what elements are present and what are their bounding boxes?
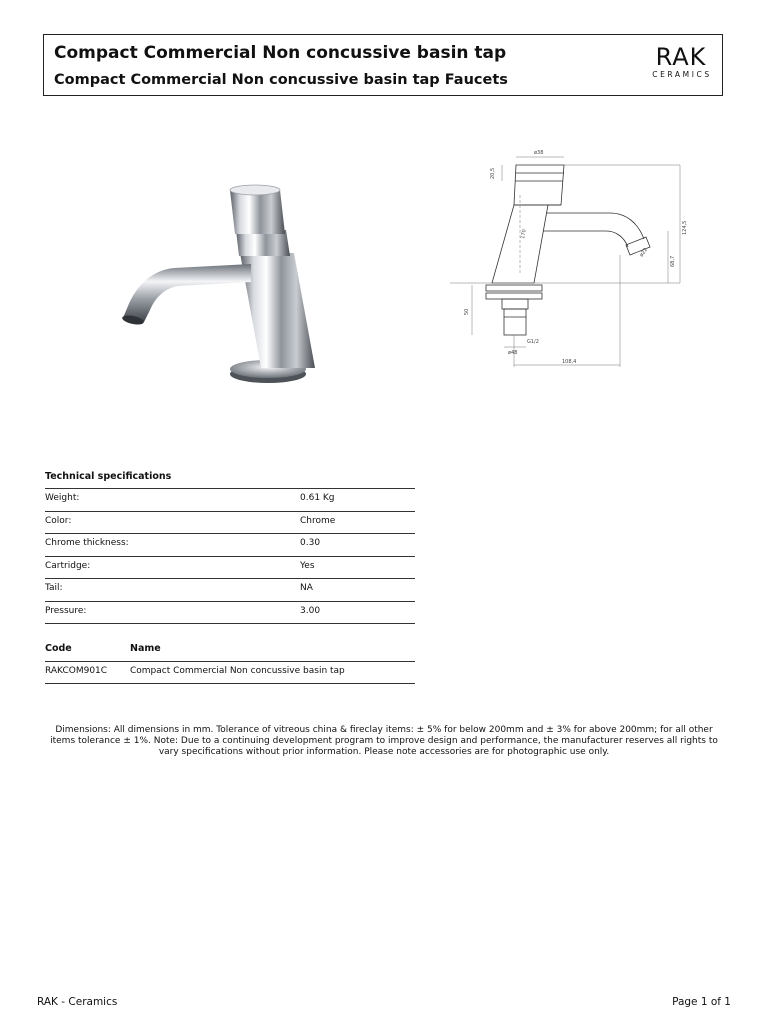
dim-spout-offset: ø22	[638, 246, 650, 259]
specs-title: Technical specifications	[45, 471, 172, 482]
product-code: RAKCOM901C	[45, 666, 108, 676]
rak-logo	[646, 44, 716, 80]
spec-row	[45, 578, 415, 601]
table-row	[45, 661, 415, 684]
dim-base-width: ø48	[508, 350, 518, 356]
spec-value: Yes	[300, 560, 315, 571]
footer-page-number: Page 1 of 1	[672, 996, 731, 1008]
page-subtitle: Compact Commercial Non concussive basin tap Faucets	[54, 72, 508, 88]
dim-body-height: 170	[520, 228, 528, 240]
code-table-header	[45, 643, 415, 662]
spec-value: 3.00	[300, 605, 321, 616]
dim-thread: G1/2	[527, 339, 539, 345]
code-column-header: Code	[45, 643, 72, 654]
spec-label: Weight:	[45, 493, 80, 503]
spec-row	[45, 488, 415, 511]
dim-spout-height: 68,7	[670, 255, 676, 267]
logo-word: RAK	[655, 43, 707, 71]
spec-label: Chrome thickness:	[45, 538, 129, 549]
spec-label: Cartridge:	[45, 560, 91, 571]
technical-drawing	[430, 135, 720, 375]
spec-row	[45, 601, 415, 624]
name-column-header: Name	[130, 643, 161, 654]
header-box	[43, 34, 723, 96]
logo-sub: CERAMICS	[652, 70, 712, 79]
spec-row	[45, 533, 415, 556]
dimensions-disclaimer: Dimensions: All dimensions in mm. Tolerance of vitreous china & fireclay items: ± 5% for below 200mm and ± 3% for above 200mm; for all other items tolerance ± 1%. Note: Due to a continuing development program to improve design and performance, the manufacturer reserves all rights to vary specifications without prior information. Please note accessories are for photographic use only.	[50, 725, 718, 757]
dim-reach: 108,4	[562, 359, 577, 365]
product-photo	[118, 178, 328, 388]
spec-value: 0.30	[300, 538, 321, 549]
spec-label: Tail:	[45, 583, 63, 594]
product-name: Compact Commercial Non concussive basin tap	[130, 666, 345, 676]
dim-cap-height: 20,5	[490, 167, 496, 179]
spec-row	[45, 511, 415, 534]
spec-label: Color:	[45, 515, 72, 526]
dim-tail-height: 50	[464, 308, 470, 315]
spec-value: NA	[300, 583, 313, 594]
spec-row	[45, 556, 415, 579]
spec-label: Pressure:	[45, 605, 87, 616]
footer-company: RAK - Ceramics	[37, 996, 118, 1008]
dim-total-height: 124,5	[682, 220, 688, 235]
dim-top-width: ø38	[534, 150, 544, 156]
page-title: Compact Commercial Non concussive basin tap	[54, 43, 507, 63]
spec-value: Chrome	[300, 515, 336, 526]
specs-table	[45, 488, 415, 624]
spec-value: 0.61 Kg	[300, 493, 335, 503]
